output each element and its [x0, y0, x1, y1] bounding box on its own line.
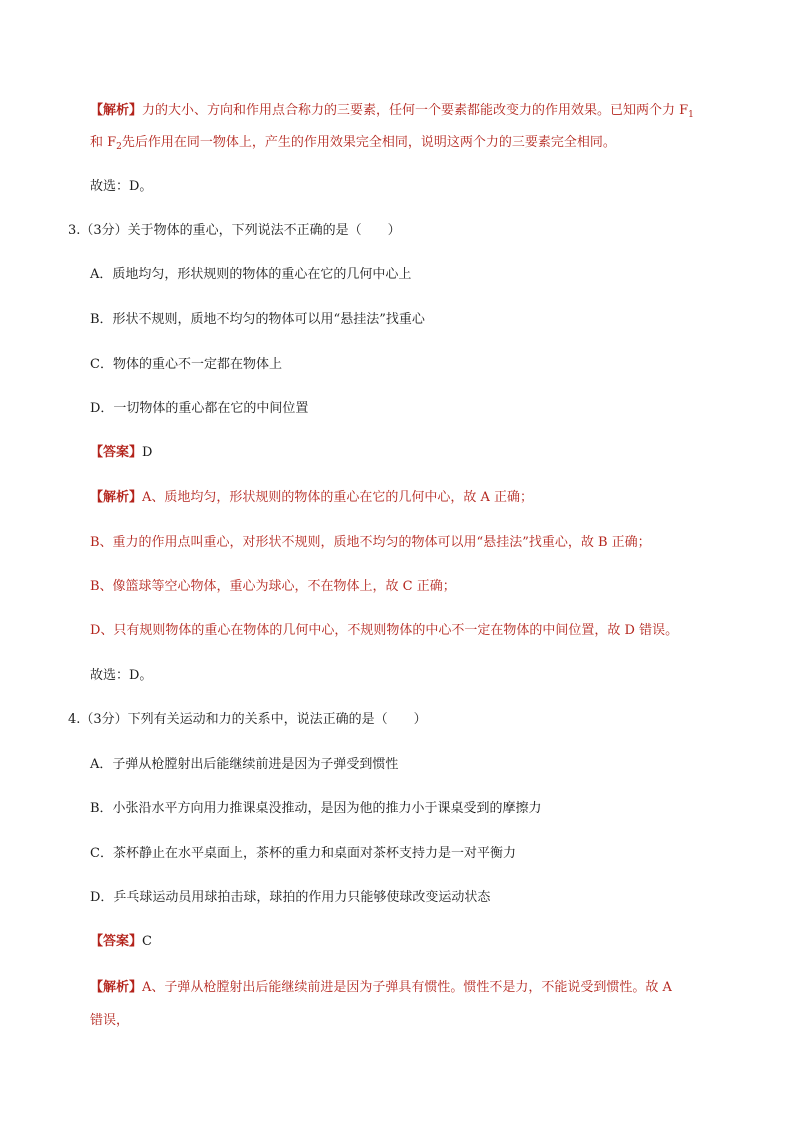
answer-tag: 【答案】: [90, 445, 143, 460]
option-b: B．形状不规则，质地不均匀的物体可以用“悬挂法”找重心: [90, 312, 425, 327]
subscript: 1: [688, 110, 694, 120]
option-c: C．茶杯静止在水平桌面上，茶杯的重力和桌面对茶杯支持力是一对平衡力: [90, 846, 516, 861]
answer-value: C: [142, 934, 152, 949]
analysis-text: 先后作用在同一物体上，产生的作用效果完全相同，说明这两个力的三要素完全相同。: [121, 135, 616, 150]
analysis-line: [90, 489, 533, 507]
answer-line: [90, 933, 152, 951]
analysis-text: 力的大小、方向和作用点合称力的三要素，任何一个要素都能改变力的作用效果。已知两个力 F: [142, 103, 689, 118]
conclusion: 故选：D。: [90, 668, 153, 683]
conclusion: 故选：D。: [90, 179, 153, 194]
option-a: A．质地均匀，形状规则的物体的重心在它的几何中心上: [90, 267, 412, 282]
analysis-tag: 【解析】: [90, 490, 143, 505]
option-d: D．一切物体的重心都在它的中间位置: [90, 401, 309, 416]
answer-tag: 【答案】: [90, 934, 143, 949]
analysis-line: B、重力的作用点叫重心，对形状不规则，质地不均匀的物体可以用“悬挂法”找重心，故 B 正确；: [90, 535, 651, 550]
analysis-line: B、像篮球等空心物体，重心为球心，不在物体上，故 C 正确；: [90, 579, 456, 594]
option-c: C．物体的重心不一定都在物体上: [90, 357, 282, 372]
analysis-line: D、只有规则物体的重心在物体的几何中心，不规则物体的中心不一定在物体的中间位置，故 D 错误。: [90, 623, 679, 638]
analysis-tag: 【解析】: [90, 980, 143, 995]
option-b: B．小张沿水平方向用力推课桌没推动，是因为他的推力小于课桌受到的摩擦力: [90, 801, 542, 816]
option-d: D．乒乓球运动员用球拍击球，球拍的作用力只能够使球改变运动状态: [90, 890, 491, 905]
analysis-text: A、子弹从枪膛射出后能继续前进是因为子弹具有惯性。惯性不是力，不能说受到惯性。故 A: [142, 980, 672, 995]
question-stem: 3.（3分）关于物体的重心，下列说法不正确的是（ ）: [68, 223, 401, 238]
option-a: A．子弹从枪膛射出后能继续前进是因为子弹受到惯性: [90, 757, 399, 772]
answer-line: [90, 444, 152, 462]
answer-value: D: [142, 445, 153, 460]
analysis-tag: 【解析】: [90, 103, 143, 118]
analysis-line: [90, 979, 672, 997]
analysis-text: A、质地均匀，形状规则的物体的重心在它的几何中心，故 A 正确；: [142, 490, 534, 505]
analysis-line: [90, 134, 616, 152]
analysis-line: [90, 102, 694, 120]
subscript: 2: [116, 142, 122, 152]
analysis-text: 和 F: [90, 135, 117, 150]
analysis-line: 错误，: [90, 1013, 130, 1028]
question-stem: 4.（3分）下列有关运动和力的关系中，说法正确的是（ ）: [68, 712, 427, 727]
